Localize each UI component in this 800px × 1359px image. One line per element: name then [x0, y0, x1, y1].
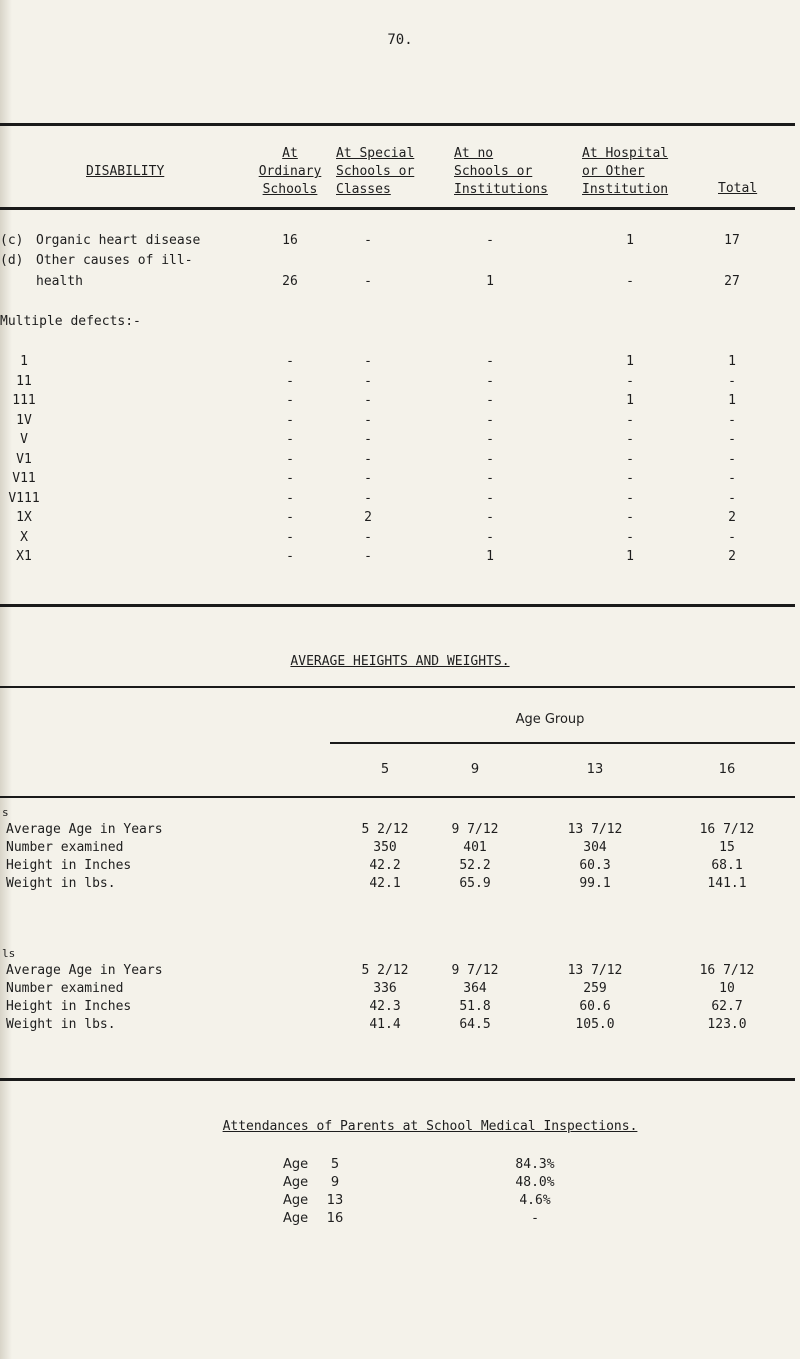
header-ordinary-line3: Schools — [262, 182, 318, 197]
cell: - — [486, 393, 494, 408]
cell: - — [364, 529, 372, 545]
measure-value: 60.3 — [579, 858, 611, 873]
header-special-line1: At Special — [336, 146, 415, 161]
cell: - — [728, 373, 736, 389]
bottom-rule — [0, 604, 795, 607]
cell: 1 — [486, 549, 494, 564]
measure-value: 60.6 — [579, 999, 611, 1014]
cell: 27 — [724, 274, 740, 289]
defect-row-label: 1 — [20, 354, 28, 369]
measure-value: 13 7/12 — [567, 822, 623, 837]
measure-value: 42.3 — [369, 999, 401, 1014]
top-rule — [0, 123, 795, 126]
measure-row-label: Weight in lbs. — [6, 876, 116, 891]
cell: - — [486, 529, 494, 545]
cell: - — [364, 451, 372, 467]
measure-row-label: Height in Inches — [6, 858, 132, 873]
cell: - — [626, 490, 634, 506]
header-hospital-line2: or Other — [582, 164, 645, 179]
cell: 16 — [282, 233, 298, 248]
defect-row-label: V — [20, 432, 28, 447]
measure-value: 15 — [719, 840, 735, 855]
section-label: ls — [2, 947, 16, 960]
measure-value: 16 7/12 — [699, 822, 755, 837]
cell: 1 — [728, 393, 736, 408]
measure-row-label: Weight in lbs. — [6, 1017, 116, 1032]
age-col-16: 16 — [718, 762, 736, 777]
cell: - — [286, 393, 294, 408]
header-ordinary — [245, 145, 335, 199]
attendance-age-label: Age — [283, 1157, 309, 1172]
cell: - — [286, 354, 294, 369]
measure-row-label: Average Age in Years — [6, 822, 163, 837]
measure-value: 10 — [719, 981, 735, 996]
measure-value: 16 7/12 — [699, 963, 755, 978]
cell: - — [364, 354, 372, 369]
cell: - — [364, 490, 372, 506]
header-hospital-line3: Institution — [582, 182, 669, 197]
cell: 1 — [626, 233, 634, 248]
measure-value: 5 2/12 — [361, 963, 409, 978]
attendance-title: Attendances of Parents at School Medical Inspections. — [222, 1119, 638, 1134]
cell: - — [486, 432, 494, 447]
cell: 1 — [626, 393, 634, 408]
attendance-value: 84.3% — [515, 1157, 555, 1172]
measure-row-label: Average Age in Years — [6, 963, 163, 978]
heights-bottom-rule — [0, 1078, 795, 1081]
attendance-value: 4.6% — [519, 1193, 551, 1208]
cell: - — [364, 393, 372, 408]
measure-value: 42.1 — [369, 876, 401, 891]
header-hospital-line1: At Hospital — [582, 146, 669, 161]
cell: - — [486, 490, 494, 506]
multiple-defects-label: Multiple defects:- — [0, 314, 141, 329]
measure-value: 68.1 — [711, 858, 743, 873]
attendance-age: 16 — [326, 1211, 344, 1226]
cell: - — [486, 373, 494, 389]
cell: - — [286, 471, 294, 486]
measure-value: 9 7/12 — [451, 822, 499, 837]
section-label: s — [2, 806, 9, 819]
age-col-9: 9 — [470, 762, 480, 777]
measure-value: 13 7/12 — [567, 963, 623, 978]
heights-header-rule — [0, 796, 795, 798]
cell: - — [286, 451, 294, 467]
scan-edge-shadow — [0, 0, 12, 1359]
attendance-age-label: Age — [283, 1193, 309, 1208]
defect-row-label: 1V — [16, 412, 32, 428]
attendance-age-label: Age — [283, 1175, 309, 1190]
age-group-rule — [330, 742, 795, 744]
cell: - — [286, 412, 294, 428]
measure-value: 65.9 — [459, 876, 491, 891]
defect-row-label: X1 — [16, 549, 32, 564]
cell: - — [626, 373, 634, 389]
attendance-value: 48.0% — [515, 1175, 555, 1190]
cell: - — [286, 510, 294, 525]
cell: 26 — [282, 274, 298, 289]
attendance-age: 9 — [330, 1175, 340, 1190]
cell: 2 — [364, 510, 372, 525]
defect-row-label: X — [20, 529, 28, 545]
defect-row-label: V1 — [16, 451, 32, 467]
cell: 1 — [728, 354, 736, 369]
row-label-other-causes: Other causes of ill- — [36, 253, 193, 268]
cell: - — [626, 529, 634, 545]
measure-value: 62.7 — [711, 999, 743, 1014]
measure-value: 99.1 — [579, 876, 611, 891]
measure-value: 401 — [463, 840, 487, 855]
cell: - — [728, 451, 736, 467]
age-col-13: 13 — [586, 762, 604, 777]
measure-value: 42.2 — [369, 858, 401, 873]
measure-value: 52.2 — [459, 858, 491, 873]
measure-row-label: Number examined — [6, 981, 124, 996]
measure-value: 64.5 — [459, 1017, 491, 1032]
measure-row-label: Number examined — [6, 840, 124, 855]
header-ordinary-line2: Ordinary — [258, 164, 322, 179]
header-no-school-line2: Schools or — [454, 164, 533, 179]
cell: - — [364, 412, 372, 428]
measure-value: 259 — [583, 981, 607, 996]
row-marker-c: (c) — [0, 233, 24, 248]
defect-row-label: V11 — [12, 471, 36, 486]
header-special — [336, 145, 414, 199]
header-special-line3: Classes — [336, 182, 391, 197]
attendance-age-label: Age — [283, 1211, 309, 1226]
cell: - — [728, 412, 736, 428]
cell: - — [626, 471, 634, 486]
attendance-value: - — [531, 1211, 539, 1226]
attendance-age: 5 — [330, 1157, 340, 1172]
cell: 2 — [728, 549, 736, 564]
age-col-5: 5 — [380, 762, 390, 777]
measure-value: 123.0 — [707, 1017, 747, 1032]
cell: 1 — [486, 274, 494, 289]
cell: - — [286, 432, 294, 447]
defect-row-label: 11 — [16, 373, 32, 389]
measure-value: 51.8 — [459, 999, 491, 1014]
defect-row-label: V111 — [8, 490, 40, 506]
cell: - — [364, 233, 372, 248]
cell: - — [486, 354, 494, 369]
header-no-school-line1: At no — [454, 146, 494, 161]
measure-value: 304 — [583, 840, 607, 855]
cell: - — [486, 233, 494, 248]
cell: - — [364, 373, 372, 389]
cell: - — [728, 432, 736, 447]
cell: - — [286, 373, 294, 389]
measure-value: 141.1 — [707, 876, 747, 891]
cell: - — [626, 412, 634, 428]
cell: 1 — [626, 354, 634, 369]
cell: - — [486, 510, 494, 525]
measure-value: 364 — [463, 981, 487, 996]
cell: - — [486, 412, 494, 428]
row-marker-d: (d) — [0, 253, 24, 268]
page-number: 70. — [387, 32, 413, 48]
cell: - — [626, 432, 634, 447]
measure-value: 336 — [373, 981, 397, 996]
measure-value: 41.4 — [369, 1017, 401, 1032]
cell: 1 — [626, 549, 634, 564]
cell: - — [486, 471, 494, 486]
measure-value: 9 7/12 — [451, 963, 499, 978]
measure-value: 5 2/12 — [361, 822, 409, 837]
cell: - — [728, 471, 736, 486]
measure-value: 105.0 — [575, 1017, 615, 1032]
cell: - — [364, 432, 372, 447]
header-disability: DISABILITY — [86, 164, 165, 179]
measure-value: 350 — [373, 840, 397, 855]
cell: 2 — [728, 510, 736, 525]
defect-row-label: 111 — [12, 393, 36, 408]
cell: - — [286, 490, 294, 506]
header-special-line2: Schools or — [336, 164, 415, 179]
header-no-school — [454, 145, 548, 199]
cell: - — [728, 529, 736, 545]
header-total: Total — [718, 181, 758, 196]
cell: - — [626, 510, 634, 525]
header-hospital — [582, 145, 668, 199]
cell: 17 — [724, 233, 740, 248]
header-rule — [0, 207, 795, 210]
cell: - — [728, 490, 736, 506]
cell: - — [486, 451, 494, 467]
cell: - — [286, 549, 294, 564]
cell: - — [364, 549, 372, 564]
row-label-health: health — [36, 274, 83, 289]
cell: - — [364, 274, 372, 289]
cell: - — [286, 529, 294, 545]
header-ordinary-line1: At — [282, 146, 298, 161]
cell: - — [626, 274, 634, 289]
heights-title: AVERAGE HEIGHTS AND WEIGHTS. — [290, 654, 510, 669]
attendance-age: 13 — [326, 1193, 344, 1208]
defect-row-label: 1X — [16, 510, 32, 525]
age-group-header: Age Group — [515, 712, 585, 727]
row-label-organic-heart: Organic heart disease — [36, 233, 201, 248]
heights-top-rule — [0, 686, 795, 688]
cell: - — [364, 471, 372, 486]
cell: - — [626, 451, 634, 467]
header-no-school-line3: Institutions — [454, 182, 548, 197]
measure-row-label: Height in Inches — [6, 999, 132, 1014]
